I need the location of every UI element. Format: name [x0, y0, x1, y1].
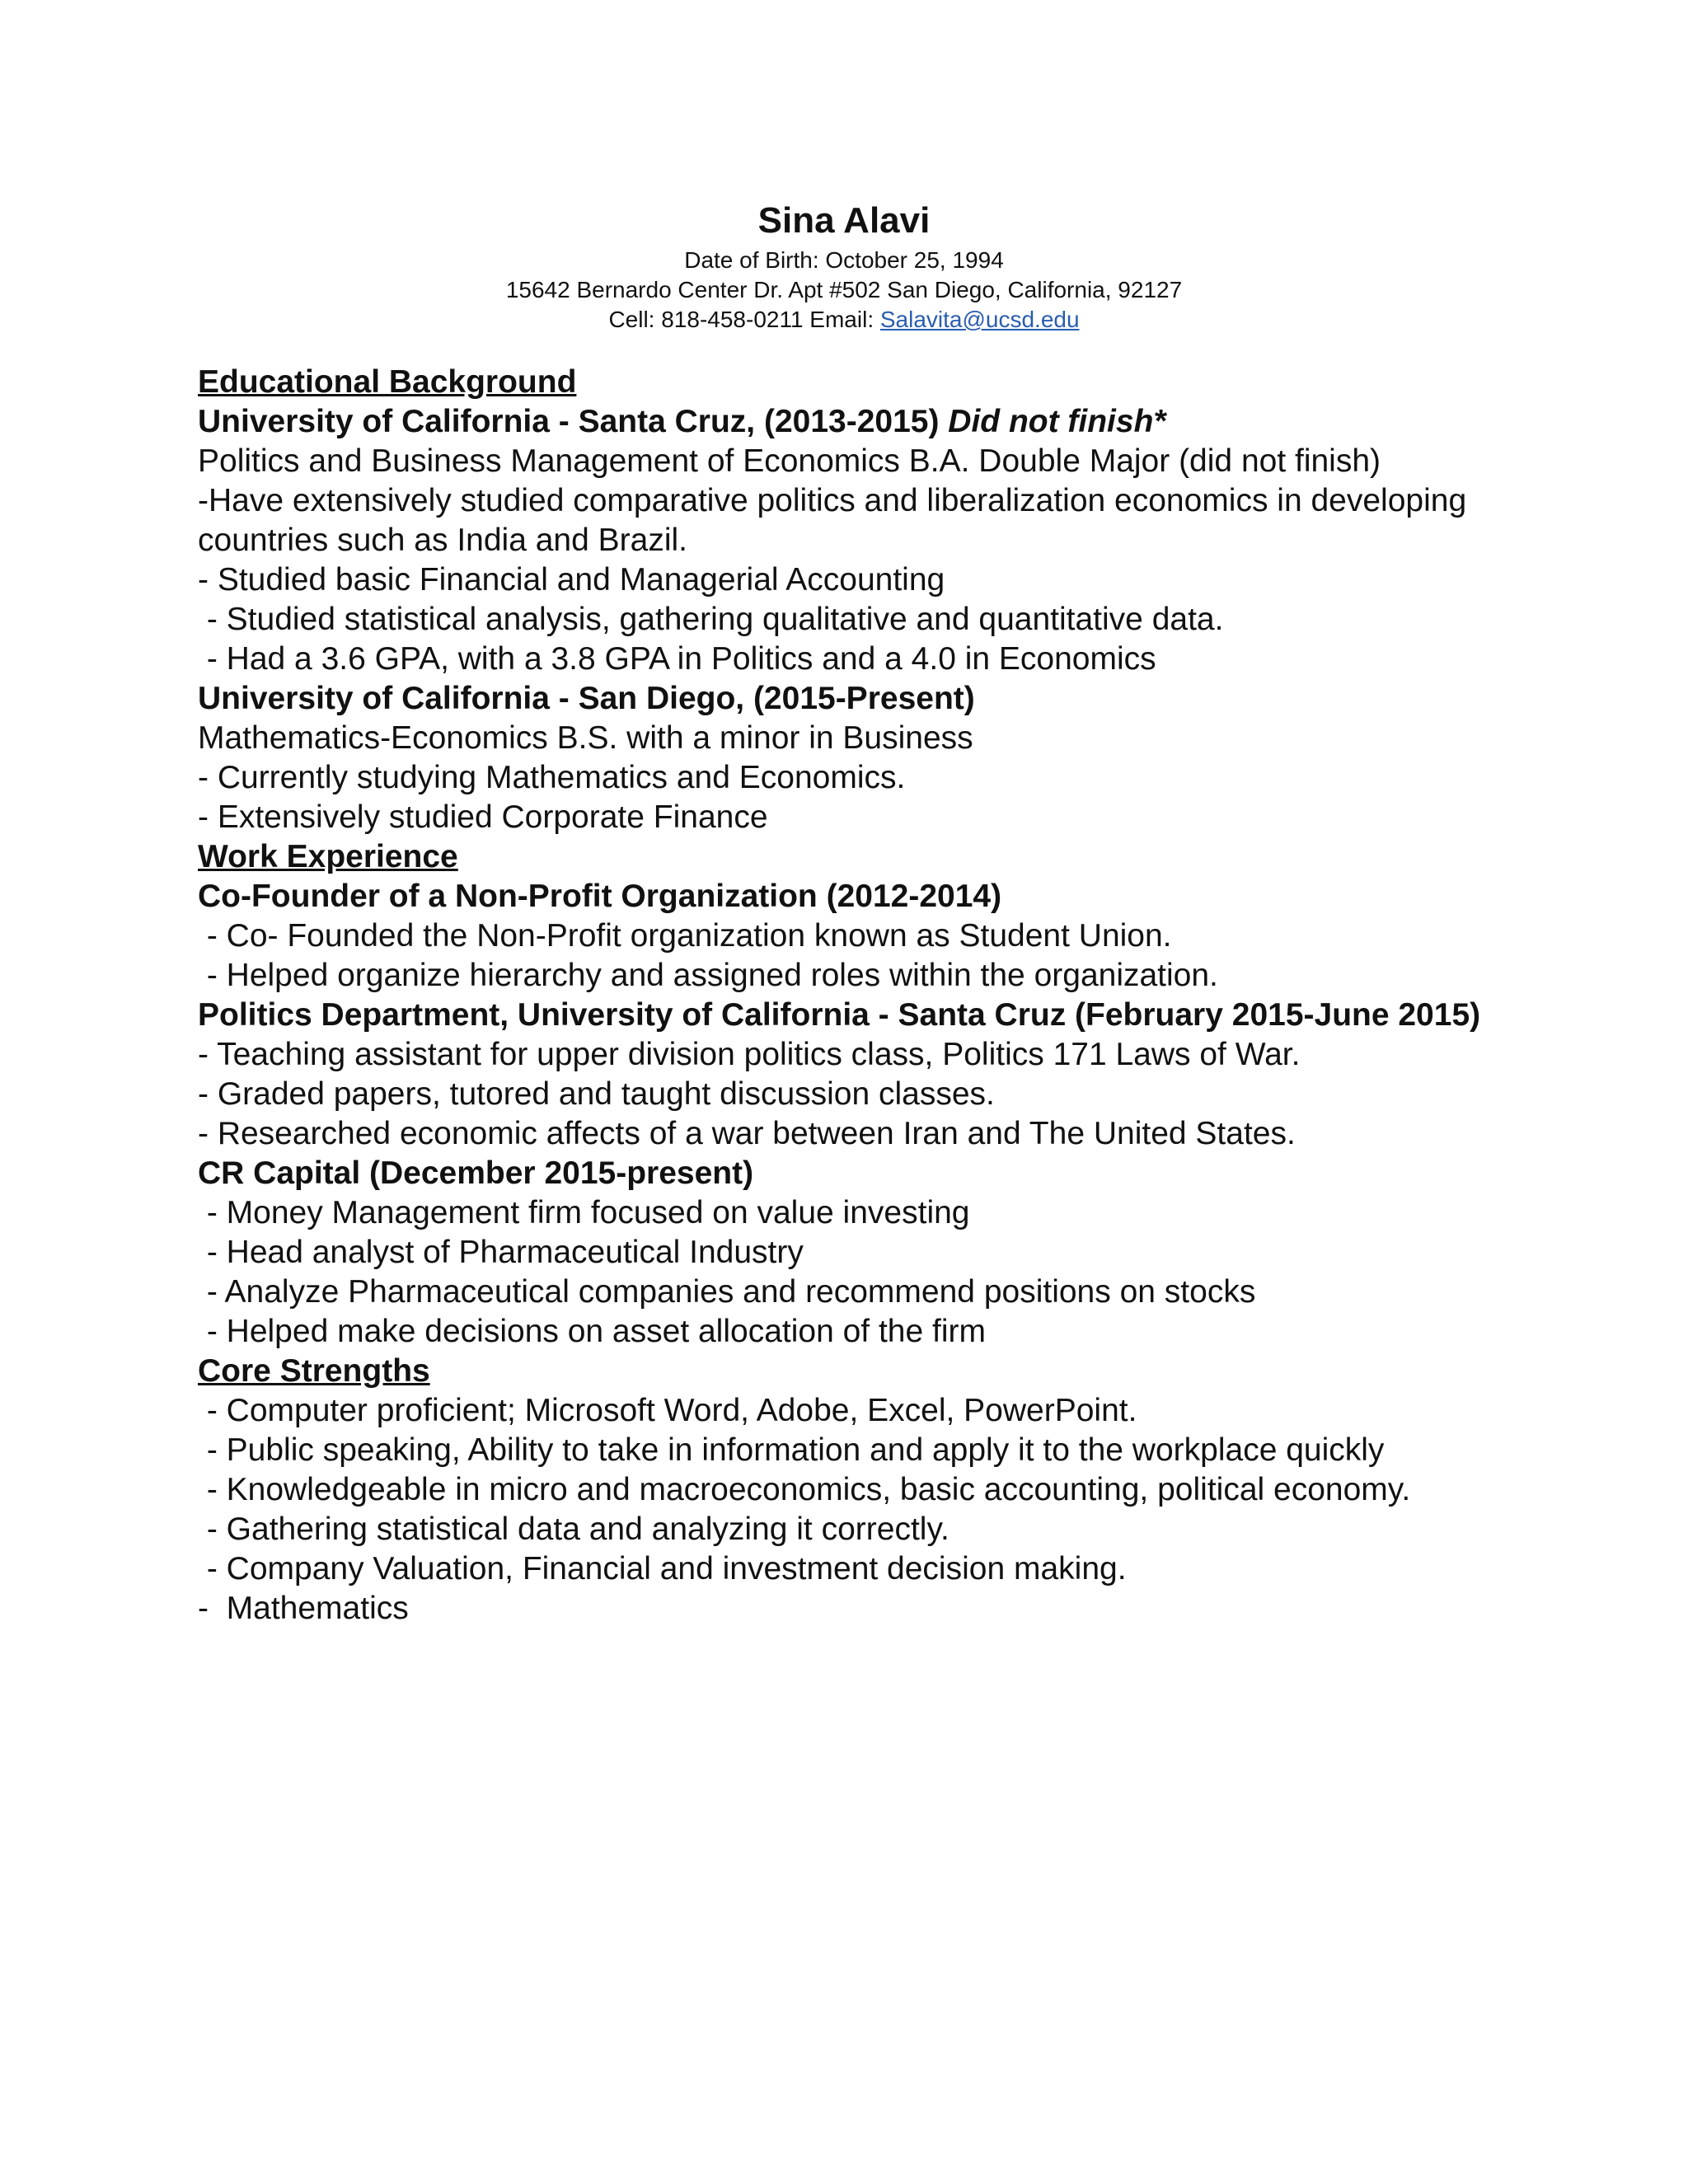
education-line: -Have extensively studied comparative politics and liberalization economics in developing countries such as India and Brazil.	[198, 483, 1475, 558]
work-line: - Helped organize hierarchy and assigned roles within the organization.	[198, 958, 1218, 993]
education-line: - Studied statistical analysis, gathering qualitative and quantitative data.	[198, 602, 1224, 637]
candidate-name: Sina Alavi	[757, 200, 931, 241]
education-entry-title: University of California - San Diego, (2015-Present)	[198, 681, 975, 716]
work-line: - Money Management firm focused on value investing	[198, 1195, 970, 1230]
education-line: Mathematics-Economics B.S. with a minor in Business	[198, 720, 973, 756]
education-line: Politics and Business Management of Economics B.A. Double Major (did not finish)	[198, 443, 1381, 479]
education-line: - Had a 3.6 GPA, with a 3.8 GPA in Politics and a 4.0 in Economics	[198, 641, 1156, 677]
strengths-heading: Core Strengths	[198, 1353, 430, 1389]
strength-line: - Computer proficient; Microsoft Word, Adobe, Excel, PowerPoint.	[198, 1393, 1137, 1428]
work-heading: Work Experience	[198, 839, 458, 874]
work-entry-title: Co-Founder of a Non-Profit Organization (2012-2014)	[198, 879, 1002, 914]
education-line: - Extensively studied Corporate Finance	[198, 799, 768, 835]
work-entry-title: Politics Department, University of California - Santa Cruz (February 2015-June 2015)	[198, 997, 1481, 1033]
work-entry-title: CR Capital (December 2015-present)	[198, 1155, 754, 1191]
date-of-birth: Date of Birth: October 25, 1994	[684, 247, 1004, 273]
strength-line: - Knowledgeable in micro and macroeconomics, basic accounting, political economy.	[198, 1472, 1411, 1507]
work-line: - Helped make decisions on asset allocation of the firm	[198, 1314, 986, 1349]
work-line: - Head analyst of Pharmaceutical Industry	[198, 1235, 804, 1270]
education-heading: Educational Background	[198, 364, 577, 400]
work-line: - Teaching assistant for upper division politics class, Politics 171 Laws of War.	[198, 1037, 1301, 1072]
contact-prefix: Cell: 818-458-0211 Email:	[608, 307, 880, 332]
education-entry-title	[198, 402, 1484, 442]
work-line: - Graded papers, tutored and taught discussion classes.	[198, 1076, 995, 1112]
contact-line	[0, 305, 1688, 335]
work-line: - Analyze Pharmaceutical companies and recommend positions on stocks	[198, 1274, 1256, 1310]
education-entry-title-text: University of California - Santa Cruz, (2013-2015)	[198, 404, 949, 439]
strength-line: - Public speaking, Ability to take in information and apply it to the workplace quickly	[198, 1432, 1385, 1468]
strength-line: - Gathering statistical data and analyzing it correctly.	[198, 1511, 950, 1547]
work-line: - Researched economic affects of a war between Iran and The United States.	[198, 1116, 1296, 1151]
education-line: - Studied basic Financial and Managerial Accounting	[198, 562, 945, 598]
strength-line: - Company Valuation, Financial and investment decision making.	[198, 1551, 1127, 1586]
work-line: - Co- Founded the Non-Profit organization known as Student Union.	[198, 918, 1172, 954]
resume-header	[0, 196, 1688, 335]
education-line: - Currently studying Mathematics and Economics.	[198, 760, 906, 795]
education-entry-note: Did not finish*	[948, 404, 1166, 439]
address: 15642 Bernardo Center Dr. Apt #502 San Diego, California, 92127	[505, 277, 1183, 302]
resume-body	[198, 363, 1484, 1629]
email-link[interactable]: Salavita@ucsd.edu	[879, 307, 1080, 332]
strength-line: - Mathematics	[198, 1591, 409, 1626]
